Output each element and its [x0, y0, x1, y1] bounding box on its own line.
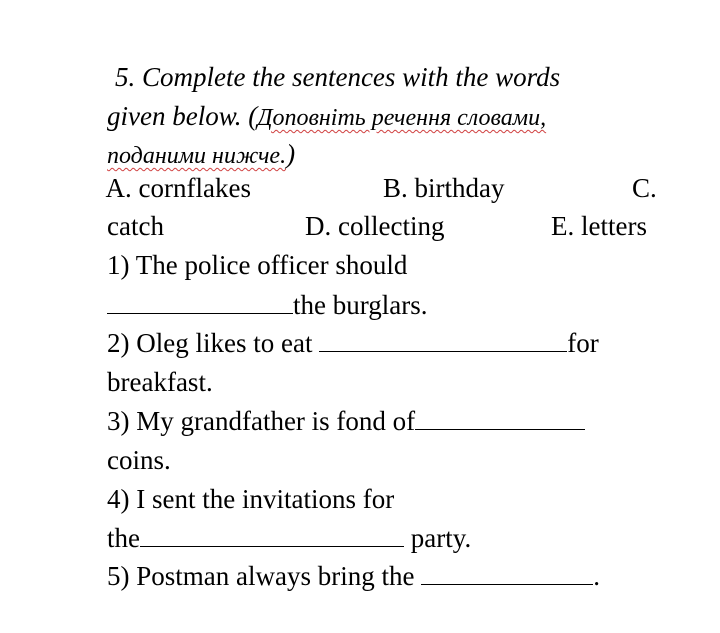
instruction-ukrainian-2: поданими нижче. — [107, 143, 287, 169]
sentence-text: 3) My grandfather is fond of — [107, 406, 416, 436]
sentence-text: 2) Oleg likes to eat — [107, 328, 320, 358]
option-word: birthday — [414, 173, 505, 203]
sentence-text: for — [567, 328, 599, 358]
sentence-text: . — [593, 561, 600, 591]
task-title-cont-text: given below. ( — [107, 101, 258, 131]
option-word: catch — [107, 211, 164, 241]
option-word: collecting — [338, 211, 445, 241]
sentence-text: breakfast. — [107, 367, 213, 397]
option-letter: C. — [632, 173, 657, 203]
sentence-5-line-1 — [80, 519, 600, 633]
option-word: letters — [581, 211, 647, 241]
sentence-text: 5) Postman always bring the — [107, 561, 422, 591]
option-letter: A. — [105, 173, 132, 203]
sentence-text: the — [107, 523, 140, 553]
sentence-text: coins. — [107, 445, 171, 475]
sentence-text: 4) I sent the invitations for — [107, 484, 395, 514]
answer-blank-3[interactable] — [415, 405, 585, 430]
answer-blank-2[interactable] — [319, 327, 567, 352]
sentence-text: party. — [404, 523, 472, 553]
sentence-text: the burglars. — [293, 290, 428, 320]
instruction-ukrainian-1: Доповніть речення словами, — [257, 105, 547, 131]
sentence-text: 1) The police officer should — [107, 250, 408, 280]
option-word: cornflakes — [138, 173, 251, 203]
option-e — [524, 169, 647, 283]
option-letter: B. — [383, 173, 408, 203]
option-letter: D. — [305, 211, 332, 241]
answer-blank-5[interactable] — [421, 560, 593, 585]
task-title-text: 5. Complete the sentences with the words — [115, 62, 561, 92]
option-letter: E. — [551, 211, 575, 241]
instruction-close-paren: ) — [286, 139, 296, 169]
